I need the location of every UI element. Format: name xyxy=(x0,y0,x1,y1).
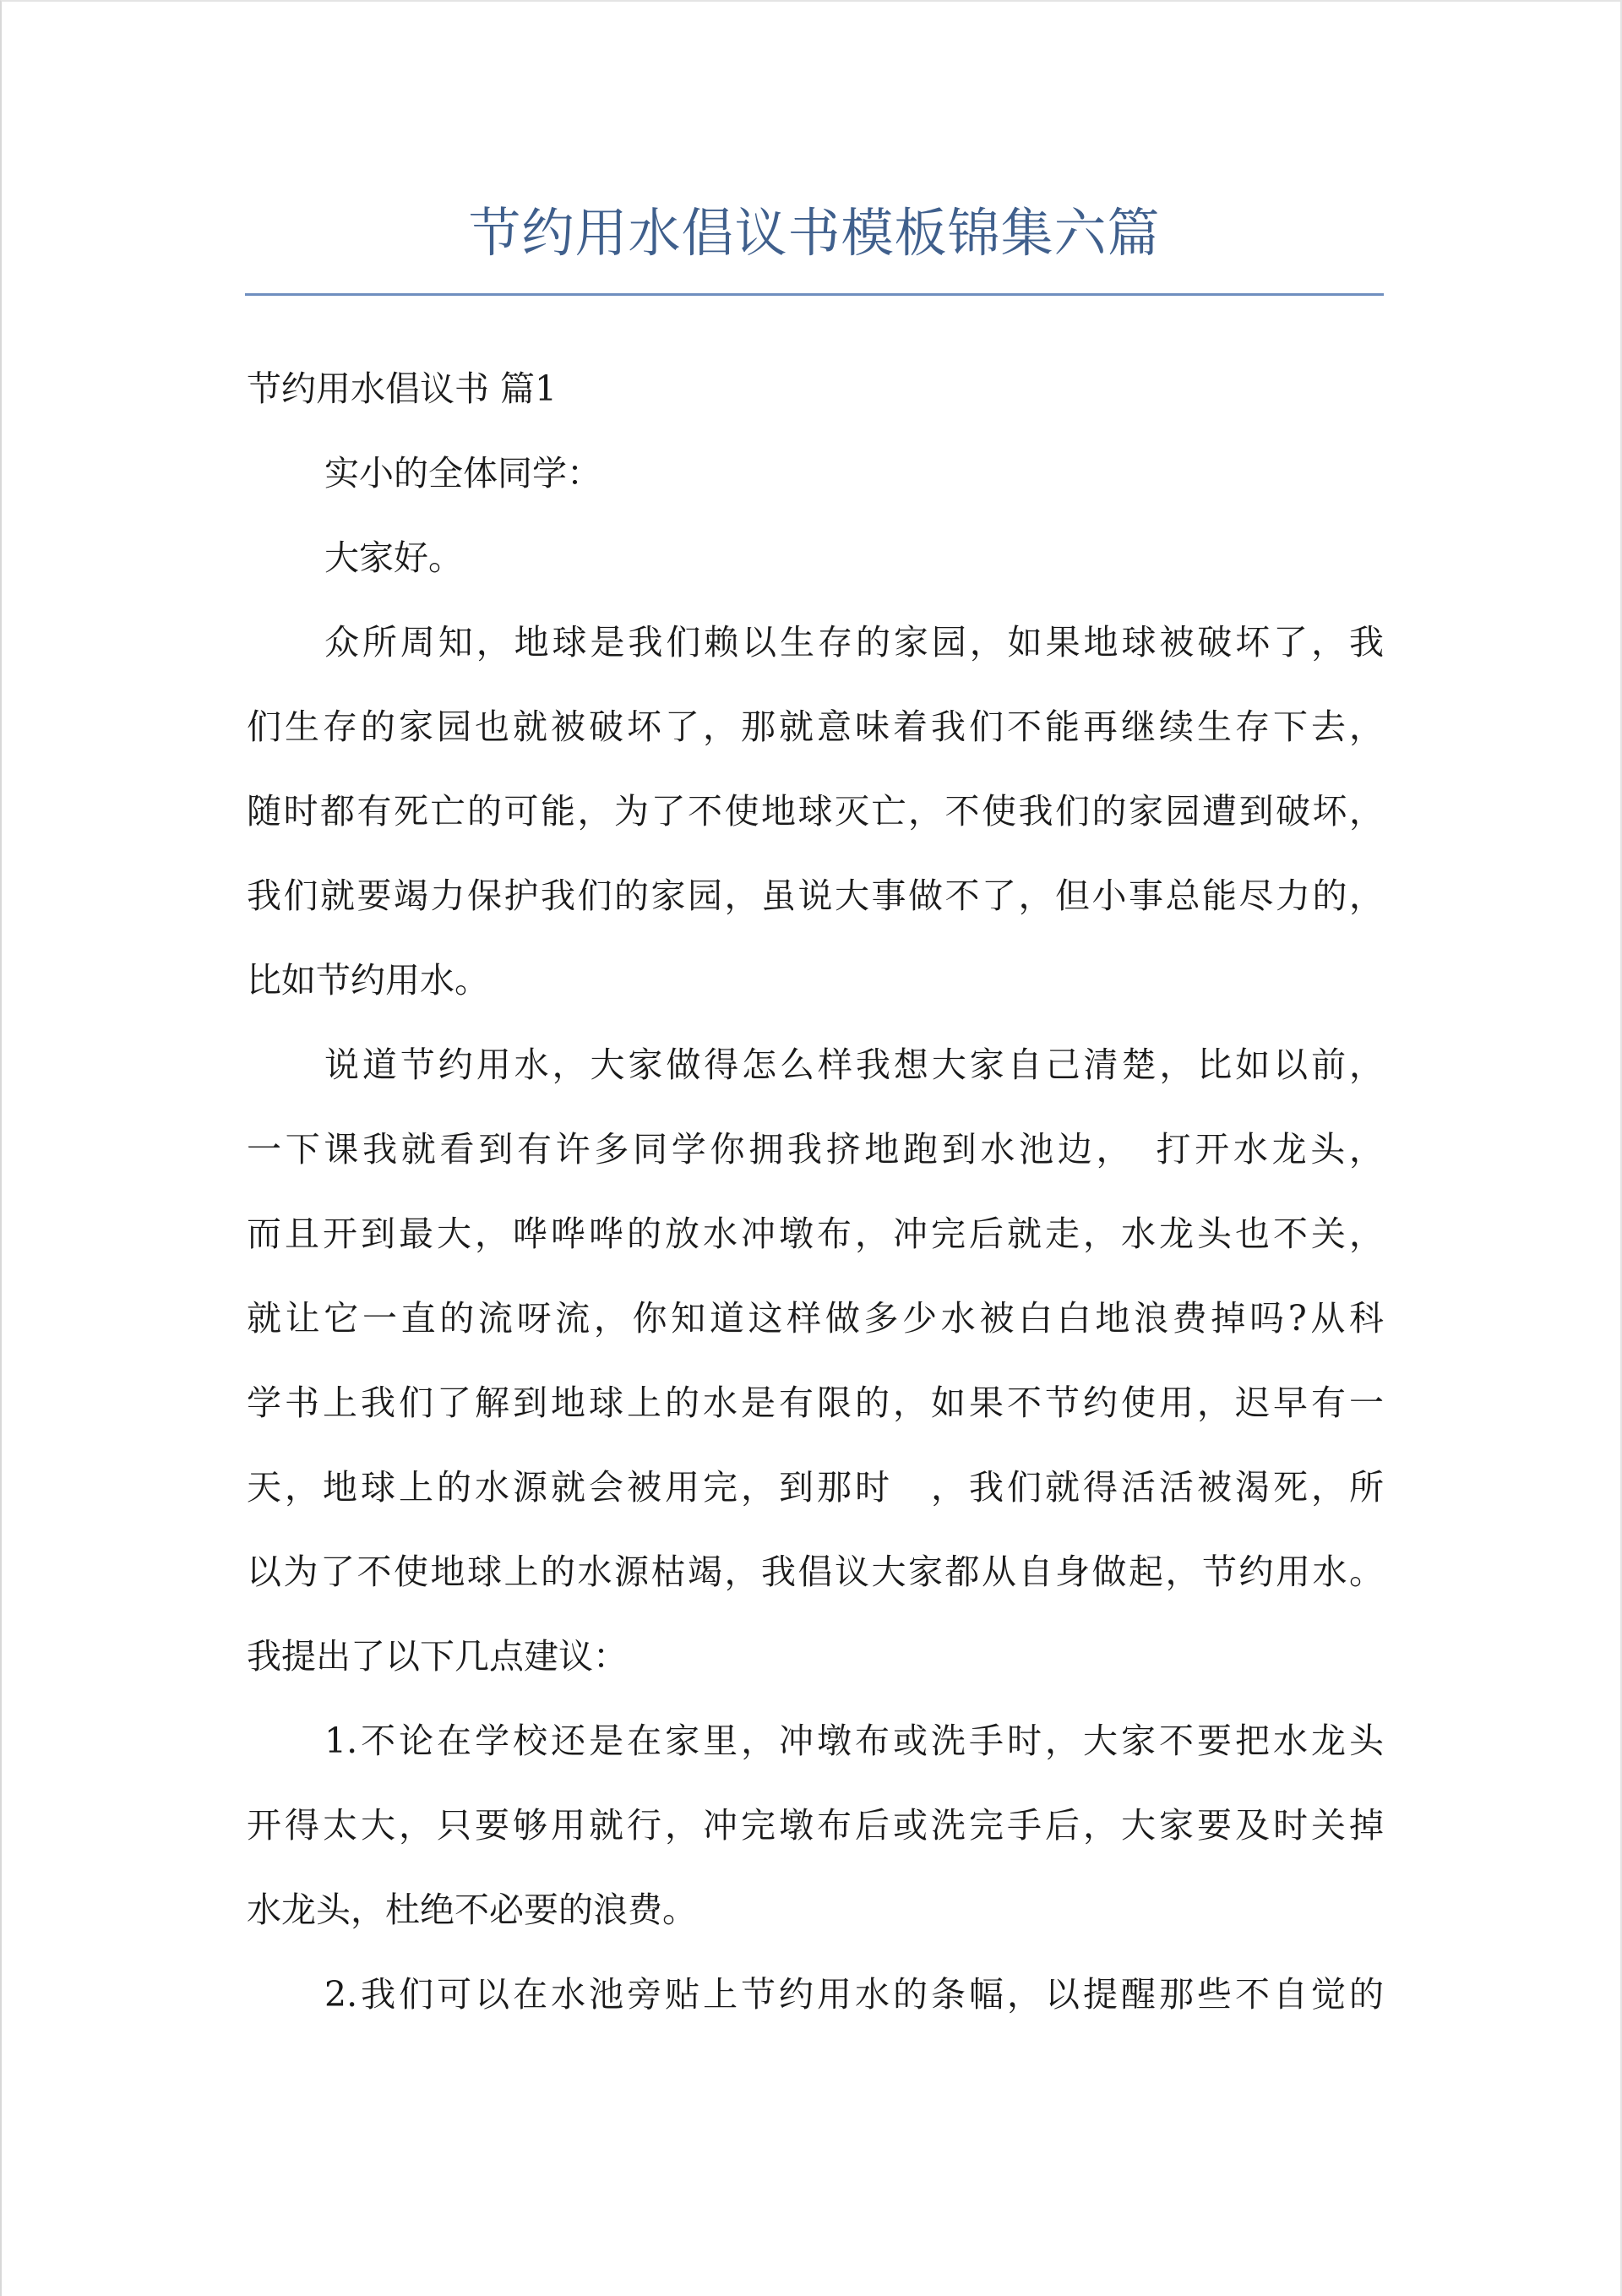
text-line xyxy=(247,1614,1384,1699)
text-line-content: 众所周知，地球是我们赖以生存的家园，如果地球被破坏了，我 xyxy=(324,622,1384,663)
text-line-content: 我提出了以下几点建议： xyxy=(247,1636,628,1677)
text-line xyxy=(247,1445,1384,1530)
text-line-content: 而且开到最大，哗哗哗的放水冲墩布，冲完后就走，水龙头也不关， xyxy=(247,1213,1384,1254)
text-line-content: 一下课我就看到有许多同学你拥我挤地跑到水池边， 打开水龙头， xyxy=(247,1129,1384,1170)
text-line-content: 就让它一直的流呀流，你知道这样做多少水被白白地浪费掉吗?从科 xyxy=(247,1298,1384,1339)
section-heading-text: 节约用水倡议书 篇1 xyxy=(247,368,558,409)
text-line-content: 们生存的家园也就被破坏了，那就意味着我们不能再继续生存下去， xyxy=(247,706,1384,747)
text-line xyxy=(247,1361,1384,1445)
document-body xyxy=(247,346,1384,2037)
text-line-content: 2.我们可以在水池旁贴上节约用水的条幅，以提醒那些不自觉的 xyxy=(324,1974,1384,2015)
text-line-content: 学书上我们了解到地球上的水是有限的，如果不节约使用，迟早有一 xyxy=(247,1383,1384,1423)
text-line-content: 说道节约用水，大家做得怎么样我想大家自己清楚，比如以前， xyxy=(324,1044,1384,1085)
paragraph-lines xyxy=(247,431,1384,2037)
text-line xyxy=(247,1783,1384,1868)
text-line xyxy=(247,1952,1384,2037)
text-line-content: 水龙头，杜绝不必要的浪费。 xyxy=(247,1890,697,1930)
document-title: 节约用水倡议书模板锦集六篇 xyxy=(468,202,1161,264)
text-line xyxy=(247,854,1384,938)
text-line-content: 比如节约用水。 xyxy=(247,960,489,1001)
text-line-content: 大家好。 xyxy=(324,537,463,578)
text-line-content: 以为了不使地球上的水源枯竭，我倡议大家都从自身做起，节约用水。 xyxy=(247,1552,1384,1592)
text-line xyxy=(247,1107,1384,1192)
text-line xyxy=(247,1276,1384,1361)
text-line xyxy=(247,1699,1384,1783)
text-line xyxy=(247,1192,1384,1276)
text-line xyxy=(247,1530,1384,1614)
text-line xyxy=(247,431,1384,515)
text-line xyxy=(247,1023,1384,1107)
text-line-content: 实小的全体同学： xyxy=(324,453,601,494)
text-line-content: 1.不论在学校还是在家里，冲墩布或洗手时，大家不要把水龙头 xyxy=(324,1721,1384,1761)
text-line-content: 我们就要竭力保护我们的家园，虽说大事做不了，但小事总能尽力的， xyxy=(247,875,1384,916)
text-line-content: 随时都有死亡的可能，为了不使地球灭亡，不使我们的家园遭到破坏， xyxy=(247,791,1384,832)
text-line xyxy=(247,515,1384,600)
section-heading xyxy=(247,346,1384,431)
text-line xyxy=(247,684,1384,769)
text-line xyxy=(247,938,1384,1023)
title-underline xyxy=(245,293,1384,296)
text-line xyxy=(247,769,1384,854)
text-line xyxy=(247,1868,1384,1952)
text-line-content: 开得太大，只要够用就行，冲完墩布后或洗完手后，大家要及时关掉 xyxy=(247,1805,1384,1846)
text-line-content: 天，地球上的水源就会被用完，到那时 ，我们就得活活被渴死，所 xyxy=(247,1467,1384,1508)
text-line xyxy=(247,600,1384,684)
